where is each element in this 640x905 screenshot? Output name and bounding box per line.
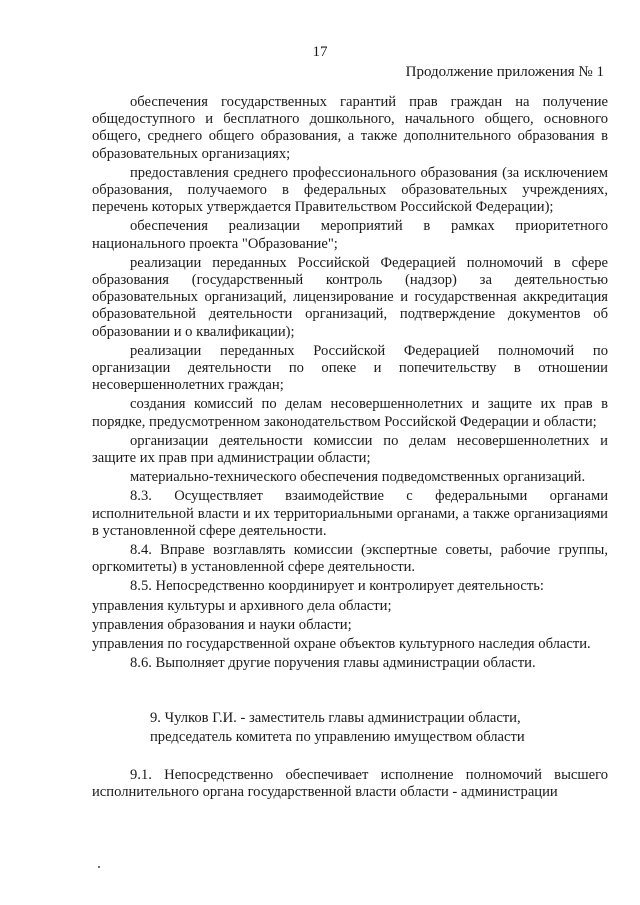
section-heading <box>92 709 608 747</box>
paragraph-vocational-education: предоставления среднего профессионального образования (за исключением образования, получаемого в федеральных образовательных учреждениях, перечень которых утверждается Правительством Российской Федерации); <box>92 164 608 216</box>
paragraph-guarantees: обеспечения государственных гарантий прав граждан на получение общедоступного и бесплатного дошкольного, начального общего, основного общего, среднего общего образования, а также дополнительного образования в образовательных организациях; <box>92 94 608 162</box>
paragraph-juvenile-commissions: создания комиссий по делам несовершеннолетних и защите их прав в порядке, предусмотренном законодательством Российской Федерации и области; <box>92 396 608 430</box>
paragraph-commission-organization: организации деятельности комиссии по делам несовершеннолетних и защите их прав при администрации области; <box>92 432 608 467</box>
paragraph-national-project: обеспечения реализации мероприятий в рамках приоритетного национального проекта "Образование"; <box>92 218 608 252</box>
paragraph-material-support: материально-технического обеспечения подведомственных организаций. <box>130 469 586 486</box>
paragraph-9-1: 9.1. Непосредственно обеспечивает исполнение полномочий высшего исполнительного органа государственной власти области - администрации <box>92 766 608 800</box>
section-heading-line2: председатель комитета по управлению имуществом области <box>150 728 525 745</box>
paragraph-8-6: 8.6. Выполняет другие поручения главы администрации области. <box>130 655 536 672</box>
paragraph-8-3: 8.3. Осуществляет взаимодействие с федеральными органами исполнительной власти и их территориальными органами, а также организациями в установленной сфере деятельности. <box>92 488 608 539</box>
paragraph-delegated-powers-education: реализации переданных Российской Федерацией полномочий в сфере образования (государственный контроль (надзор) за деятельностью образовательных организаций, лицензирование и государственная аккредитация образовательной деятельности организаций, подтверждение документов об образовании и о квалификации); <box>92 254 608 340</box>
paragraph-guardianship: реализации переданных Российской Федерацией полномочий по организации деятельности по опеке и попечительству в отношении несовершеннолетних граждан; <box>92 342 608 394</box>
continuation-label: Продолжение приложения № 1 <box>405 64 604 80</box>
paragraph-8-5: 8.5. Непосредственно координирует и контролирует деятельность: <box>130 578 544 595</box>
scan-speck <box>98 866 100 868</box>
list-item: управления культуры и архивного дела области; <box>92 597 392 614</box>
list-item: управления по государственной охране объектов культурного наследия области. <box>92 636 591 653</box>
section-heading-line1: 9. Чулков Г.И. - заместитель главы администрации области, <box>150 709 521 726</box>
document-body <box>92 94 608 801</box>
page-number: 17 <box>312 44 328 60</box>
paragraph-8-4: 8.4. Вправе возглавлять комиссии (экспертные советы, рабочие группы, оргкомитеты) в установленной сфере деятельности. <box>92 542 608 576</box>
list-item: управления образования и науки области; <box>92 616 352 633</box>
